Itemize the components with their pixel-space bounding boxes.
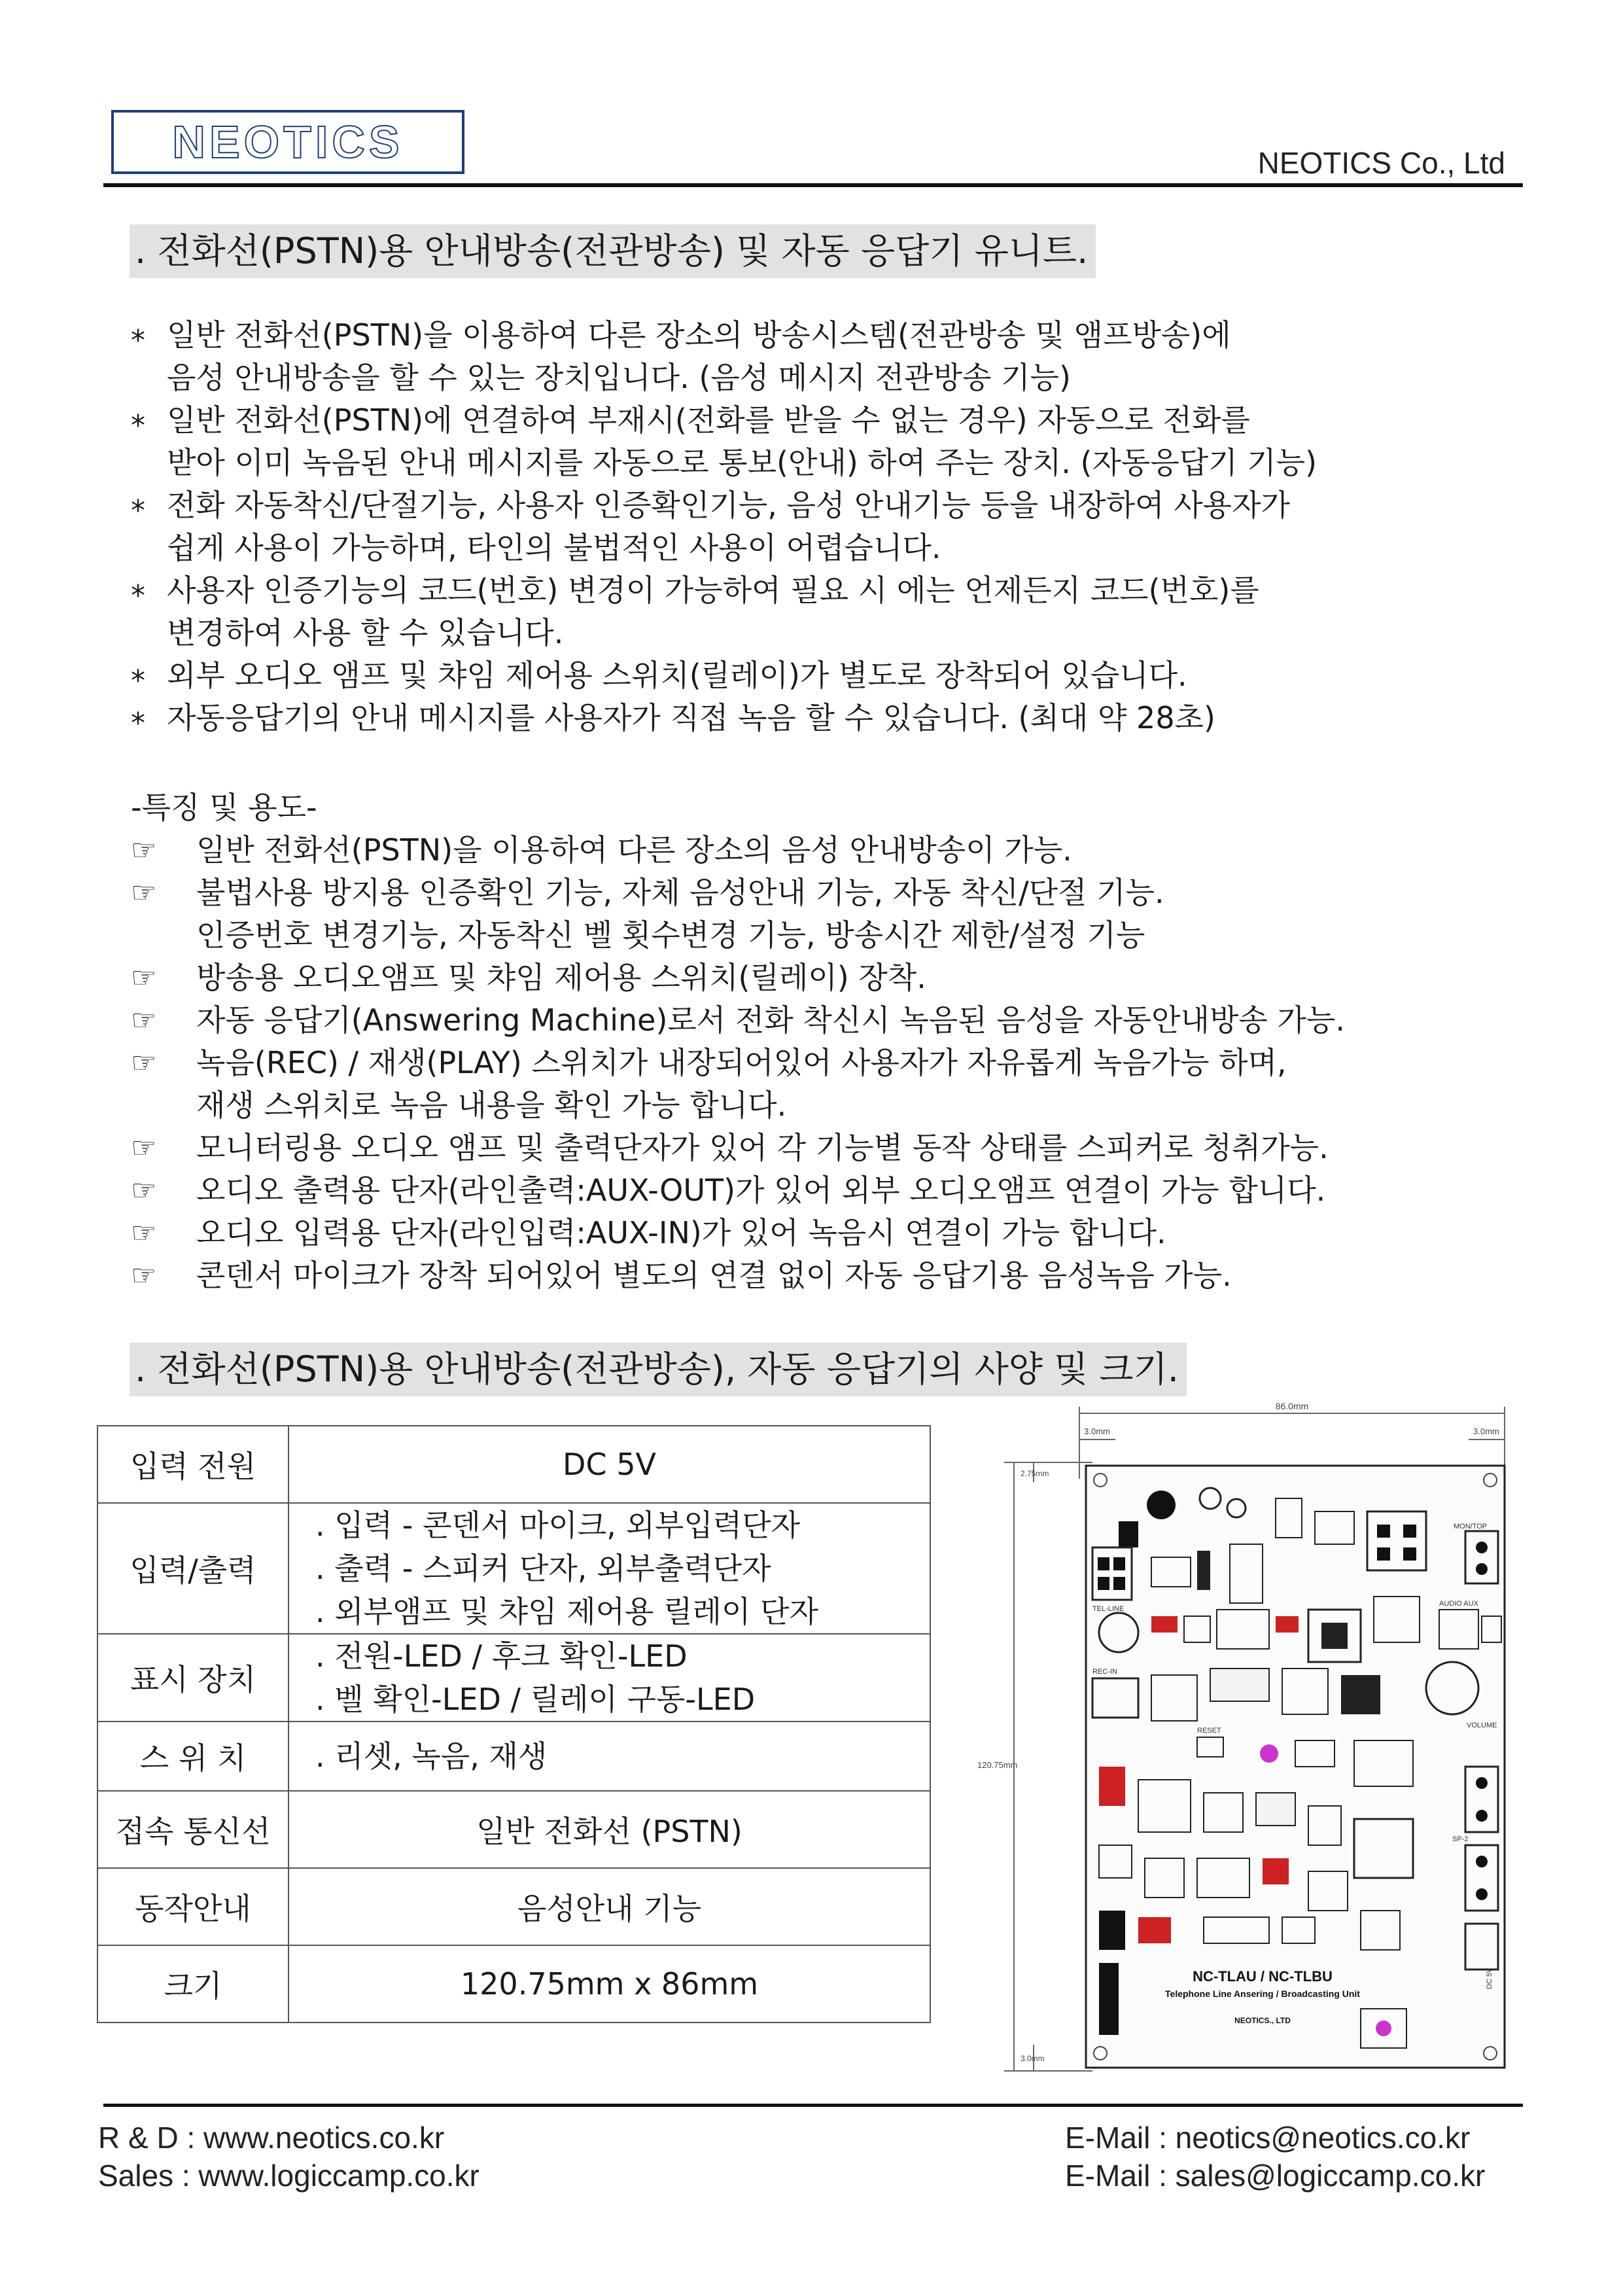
spec-label-display: 표시 장치 [97,1634,288,1722]
spec-label-line: 접속 통신선 [97,1791,288,1868]
spec-value-power: DC 5V [288,1426,930,1503]
rd-website[interactable]: R & D : www.neotics.co.kr [98,2121,445,2155]
intro-bullet-list [0,314,1623,746]
pointing-hand-icon: ☞ [131,961,157,995]
feature-line: 녹음(REC) / 재생(PLAY) 스위치가 내장되어있어 사용자가 자유롭게 녹음가능 하며, [196,1045,1287,1080]
features-heading: -특징 및 용도- [131,790,317,825]
spec-label-power: 입력 전원 [97,1426,288,1503]
bullet-line: 사용자 인증기능의 코드(번호) 변경이 가능하여 필요 시 에는 언제든지 코드(번호)를 [167,573,1259,608]
pcb-maker: NEOTICS., LTD [1234,2016,1291,2025]
rd-email[interactable]: E-Mail : neotics@neotics.co.kr [1065,2121,1471,2155]
bullet-marker: * [131,324,145,357]
feature-line: 재생 스위치로 녹음 내용을 확인 가능 합니다. [196,1087,787,1123]
capacitor-icon [1147,1491,1176,1519]
dim-width-label: 86.0mm [1275,1401,1309,1411]
table-row [97,1868,930,1945]
table-row [97,1503,930,1634]
feature-line: 인증번호 변경기능, 자동착신 벨 횟수변경 기능, 방송시간 제한/설정 기능 [196,917,1145,953]
logo-text: NEOTICS [172,116,404,168]
pointing-hand-icon: ☞ [131,1131,157,1165]
feature-line: 방송용 오디오앰프 및 챠임 제어용 스위치(릴레이) 장착. [196,960,926,995]
spec-line: . 전원-LED / 후크 확인-LED [315,1638,688,1674]
feature-line: 오디오 입력용 단자(라인입력:AUX-IN)가 있어 녹음시 연결이 가능 합니다. [196,1215,1166,1250]
bullet-line: 일반 전화선(PSTN)에 연결하여 부재시(전화를 받을 수 없는 경우) 자동으로 전화를 [167,402,1250,438]
bullet-marker: * [131,664,145,698]
table-row [97,1722,930,1791]
feature-line: 오디오 출력용 단자(라인출력:AUX-OUT)가 있어 외부 오디오앰프 연결이 가능 합니다. [196,1173,1326,1208]
pointing-hand-icon: ☞ [131,876,157,910]
bullet-line: 음성 안내방송을 할 수 있는 장치입니다. (음성 메시지 전관방송 기능) [167,360,1071,395]
pcb-label: VOLUME [1467,1722,1497,1729]
sales-website[interactable]: Sales : www.logiccamp.co.kr [98,2159,480,2193]
spec-line: . 입력 - 콘덴서 마이크, 외부입력단자 [315,1508,801,1543]
bullet-line: 변경하여 사용 할 수 있습니다. [167,615,564,650]
pcb-model-name: NC-TLAU / NC-TLBU [1193,1968,1333,1985]
feature-line: 불법사용 방지용 인증확인 기능, 자체 음성안내 기능, 자동 착신/단절 기능. [196,875,1164,910]
bullet-line: 자동응답기의 안내 메시지를 사용자가 직접 녹음 할 수 있습니다. (최대 약 28초) [167,700,1215,735]
bullet-marker: * [131,409,145,442]
company-name: NEOTICS Co., Ltd [1257,146,1505,180]
dim-right-label: 3.0mm [1473,1426,1499,1436]
spec-value-line: 일반 전화선 (PSTN) [288,1791,930,1868]
spec-line: . 외부앰프 및 챠임 제어용 릴레이 단자 [315,1594,818,1629]
dim-height-label: 120.75mm [977,1760,1018,1770]
spec-value-op: 음성안내 기능 [288,1868,930,1945]
spec-label-io: 입력/출력 [97,1503,288,1634]
table-row [97,1791,930,1868]
section2-title: . 전화선(PSTN)용 안내방송(전관방송), 자동 응답기의 사양 및 크기. [130,1343,1187,1396]
bullet-line: 쉽게 사용이 가능하며, 타인의 불법적인 사용이 어렵습니다. [167,530,941,565]
pcb-label: AUDIO AUX [1439,1600,1478,1608]
spec-label-switch: 스 위 치 [97,1722,288,1791]
company-logo [111,110,464,174]
spec-label-size: 크기 [97,1945,288,2022]
footer-rule [103,2104,1523,2107]
pcb-label: MON/TOP [1454,1523,1488,1530]
feature-line: 자동 응답기(Answering Machine)로서 전화 착신시 녹음된 음성을 자동안내방송 가능. [196,1002,1345,1038]
table-row [97,1426,930,1503]
bullet-line: 일반 전화선(PSTN)을 이용하여 다른 장소의 방송시스템(전관방송 및 앰프방송)에 [167,317,1231,353]
pcb-label: REC-IN [1092,1668,1117,1676]
pointing-hand-icon: ☞ [131,1216,157,1250]
header-rule [103,183,1523,187]
spec-line: . 벨 확인-LED / 릴레이 구동-LED [315,1682,756,1717]
bullet-line: 외부 오디오 앰프 및 챠임 제어용 스위치(릴레이)가 별도로 장착되어 있습니다. [167,658,1187,693]
pointing-hand-icon: ☞ [131,1046,157,1080]
table-row [97,1634,930,1722]
section1-title: . 전화선(PSTN)용 안내방송(전관방송) 및 자동 응답기 유니트. [130,224,1096,278]
feature-line: 콘덴서 마이크가 장착 되어있어 별도의 연결 없이 자동 응답기용 음성녹음 가능. [196,1258,1232,1293]
table-row [97,1945,930,2022]
feature-line: 일반 전화선(PSTN)을 이용하여 다른 장소의 음성 안내방송이 가능. [196,832,1072,868]
bullet-line: 받아 이미 녹음된 안내 메시지를 자동으로 통보(안내) 하여 주는 장치. (자동응답기 기능) [167,445,1318,480]
pcb-label: DC 5V [1486,1968,1493,1989]
pcb-label: SP-2 [1452,1835,1469,1843]
dim-bottom-label: 3.0mm [1021,2054,1045,2063]
bullet-marker: * [131,494,145,527]
feature-line: 모니터링용 오디오 앰프 및 출력단자가 있어 각 기능별 동작 상태를 스피커로 청취가능. [196,1130,1329,1165]
pointing-hand-icon: ☞ [131,834,157,867]
dim-top-label: 2.75mm [1021,1469,1049,1478]
dim-left-label: 3.0mm [1084,1426,1110,1436]
spec-value-switch: . 리셋, 녹음, 재생 [288,1722,930,1791]
spec-line: . 출력 - 스피커 단자, 외부출력단자 [315,1551,771,1586]
pcb-label: RESET [1197,1727,1221,1735]
spec-value-size: 120.75mm x 86mm [288,1945,930,2022]
led-icon [1260,1744,1278,1763]
pcb-label: TEL-LINE [1092,1605,1125,1613]
bullet-line: 전화 자동착신/단절기능, 사용자 인증확인기능, 음성 안내기능 등을 내장하여 사용자가 [167,487,1290,523]
bullet-marker: * [131,579,145,612]
bullet-marker: * [131,707,145,740]
pointing-hand-icon: ☞ [131,1174,157,1207]
pcb-description: Telephone Line Ansering / Broadcasting Unit [1165,1988,1360,1999]
spec-label-op: 동작안내 [97,1868,288,1945]
features-list [0,829,1623,1326]
spec-value-io [288,1503,930,1634]
pointing-hand-icon: ☞ [131,1004,157,1037]
sales-email[interactable]: E-Mail : sales@logiccamp.co.kr [1065,2159,1486,2193]
spec-value-display [288,1634,930,1722]
spec-table [97,1425,931,2023]
pointing-hand-icon: ☞ [131,1259,157,1292]
pcb-drawing [968,1400,1537,2081]
